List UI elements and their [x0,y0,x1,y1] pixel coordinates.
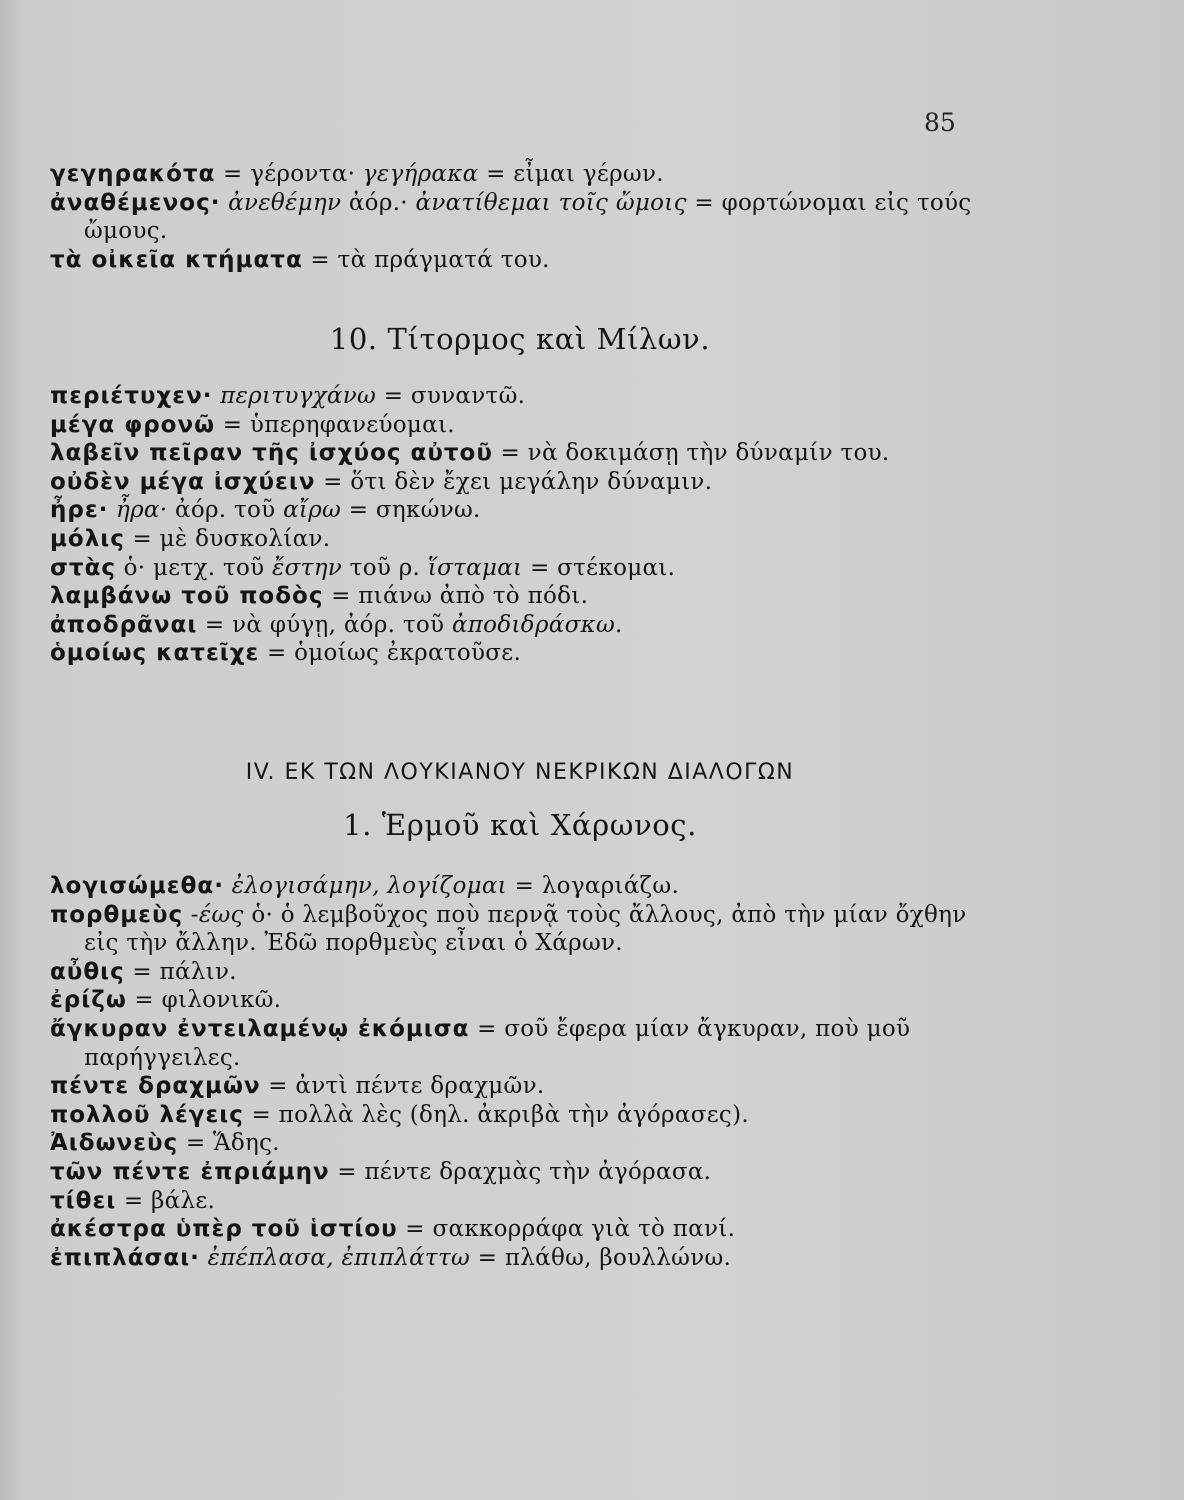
glossary-entry [50,1072,990,1101]
glossary-block-3 [50,872,990,1272]
glossary-definition: = πιάνω ἀπὸ τὸ πόδι. [323,583,589,610]
glossary-definition: = βάλε. [116,1187,216,1214]
glossary-definition: = πάλιν. [124,958,237,985]
glossary-definition: = σοῦ ἔφερα μίαν ἄγκυραν, ποὺ μοῦ παρήγγειλες. [84,1015,911,1071]
glossary-entry [50,439,990,468]
glossary-entry [50,1187,990,1216]
glossary-block-2 [50,382,990,668]
glossary-term: τὰ οἰκεῖα κτήματα [50,246,303,273]
glossary-italic-form: ἵσταμαι [427,554,523,581]
glossary-definition: = στέκομαι. [522,554,676,581]
glossary-term: ἀκέστρα ὑπὲρ τοῦ ἱστίου [50,1216,398,1243]
glossary-italic-form: έως [198,901,244,928]
glossary-entry [50,958,990,987]
glossary-term: τίθει [50,1187,117,1214]
glossary-definition: = πλάθω, βουλλώνω. [470,1244,732,1271]
glossary-definition: = λογαριάζω. [507,873,680,899]
glossary-definition: = νὰ φύγῃ, ἀόρ. τοῦ [197,611,452,638]
glossary-entry [50,1215,990,1244]
glossary-term: ἐπιπλάσαι· [50,1244,200,1271]
glossary-entry [50,1158,990,1187]
glossary-entry [50,1129,990,1158]
glossary-italic-form: ἦρα· [116,497,168,524]
glossary-definition: = μὲ δυσκολίαν. [124,525,331,552]
glossary-entry [50,1244,990,1273]
glossary-definition: = εἶμαι γέρων. [478,161,664,187]
glossary-definition: ἀόρ. τοῦ [167,497,284,524]
glossary-definition: = ὅτι δὲν ἔχει μεγάλην δύναμιν. [315,468,713,495]
glossary-definition: = φορτώνομαι εἰς τούς ὤμους. [84,189,972,245]
glossary-term: αὖθις [50,958,125,985]
glossary-italic-form: περιτυγχάνω [220,383,377,409]
glossary-definition: - [183,901,199,928]
glossary-italic-form: ἀνεθέμην [228,189,342,216]
glossary-entry [50,496,990,525]
chapter-heading: IV. ΕΚ ΤΩΝ ΛΟΥΚΙΑΝΟΥ ΝΕΚΡΙΚΩΝ ΔΙΑΛΟΓΩΝ [245,760,795,785]
glossary-term: ἀναθέμενος· [50,189,221,216]
glossary-term: πέντε δραχμῶν [50,1073,261,1100]
glossary-entry [50,901,990,958]
glossary-term: λογισώμεθα· [50,873,224,899]
glossary-term: ἐρίζω [50,987,127,1014]
glossary-entry [50,639,990,668]
glossary-definition: ἀόρ.· [341,189,416,216]
glossary-entry [50,411,990,440]
glossary-term: μέγα φρονῶ [50,411,216,438]
glossary-entry [50,246,990,275]
glossary-term: πολλοῦ λέγεις [50,1101,244,1128]
glossary-italic-form: ἔστην [272,554,343,581]
glossary-italic-form: ἀποδιδράσκω [451,611,616,638]
glossary-definition: = ἀντὶ πέντε δραχμῶν. [260,1073,545,1100]
glossary-definition: = σακκορράφα γιὰ τὸ πανί. [397,1216,736,1243]
glossary-definition: = τὰ πράγματά του. [302,246,550,273]
section-title-hermes-charon: 1. Ἑρμοῦ καὶ Χάρωνος. [343,808,697,842]
glossary-term: ὁμοίως κατεῖχε [50,640,260,667]
glossary-term: πορθμεὺς [50,901,184,928]
glossary-definition: = φιλονικῶ. [126,987,282,1014]
glossary-entry [50,1015,990,1072]
glossary-entry [50,582,990,611]
glossary-term: περιέτυχεν· [50,383,213,409]
glossary-entry [50,382,990,411]
glossary-entry [50,1101,990,1130]
glossary-definition: = νὰ δοκιμάσῃ τὴν δύναμίν του. [492,440,890,467]
glossary-definition: τοῦ ρ. [342,554,428,581]
glossary-term: λαμβάνω τοῦ ποδὸς [50,583,324,610]
glossary-italic-form: γεγήρακα [362,161,479,187]
glossary-definition: = ὁμοίως ἐκρατοῦσε. [259,640,522,667]
glossary-entry [50,189,990,246]
glossary-definition: ὁ· μετχ. τοῦ [116,554,273,581]
glossary-definition: = πολλὰ λὲς (δηλ. ἀκριβὰ τὴν ἀγόρασες). [243,1101,749,1128]
glossary-definition [224,873,232,899]
glossary-term: τῶν πέντε ἐπριάμην [50,1158,330,1185]
glossary-italic-form: ἐλογισάμην, λογίζομαι [231,873,507,899]
glossary-entry [50,525,990,554]
glossary-term: Ἀιδωνεὺς [50,1130,179,1157]
glossary-definition: = Ἅδης. [178,1130,280,1157]
glossary-definition [212,383,220,409]
glossary-definition: ὁ· ὁ λεμβοῦχος ποὺ περνᾷ τοὺς ἄλλους, ἀπὸ τὴν μίαν ὄχθην εἰς τὴν ἄλλην. Ἐδῶ πορθμεὺς εἶναι ὁ Χάρων. [84,901,967,957]
glossary-definition: = σηκώνω. [341,497,481,524]
glossary-term: μόλις [50,525,125,552]
glossary-term: στὰς [50,554,117,581]
glossary-definition: = γέροντα· [215,161,363,187]
glossary-entry [50,986,990,1015]
glossary-term: ἄγκυραν ἐντειλαμένῳ ἐκόμισα [50,1015,470,1042]
glossary-italic-form: αἴρω [283,497,342,524]
glossary-entry [50,160,990,189]
glossary-term: ἦρε· [50,497,109,524]
glossary-entry [50,872,990,901]
glossary-term: οὐδὲν μέγα ἰσχύειν [50,468,316,495]
glossary-definition [200,1245,208,1271]
glossary-term: ἀποδρᾶναι [50,611,198,638]
glossary-definition: = ὑπερηφανεύομαι. [215,411,455,438]
glossary-italic-form: ἀνατίθεμαι τοῖς ὤμοις [415,189,687,216]
glossary-definition [220,190,228,216]
section-title-titormos: 10. Τίτορμος καὶ Μίλων. [329,322,711,356]
glossary-entry [50,611,990,640]
page-number: 85 [924,108,956,137]
glossary-term: γεγηρακότα [50,161,216,187]
glossary-block-1 [50,160,990,274]
glossary-definition: = συναντῶ. [376,383,526,409]
glossary-term: λαβεῖν πεῖραν τῆς ἰσχύος αὐτοῦ [50,440,493,467]
glossary-definition: . [615,611,623,638]
glossary-entry [50,554,990,583]
glossary-definition [108,497,116,523]
glossary-italic-form: ἐπέπλασα, ἐπιπλάττω [207,1244,471,1271]
glossary-entry [50,468,990,497]
glossary-definition: = πέντε δραχμὰς τὴν ἀγόρασα. [329,1158,712,1185]
